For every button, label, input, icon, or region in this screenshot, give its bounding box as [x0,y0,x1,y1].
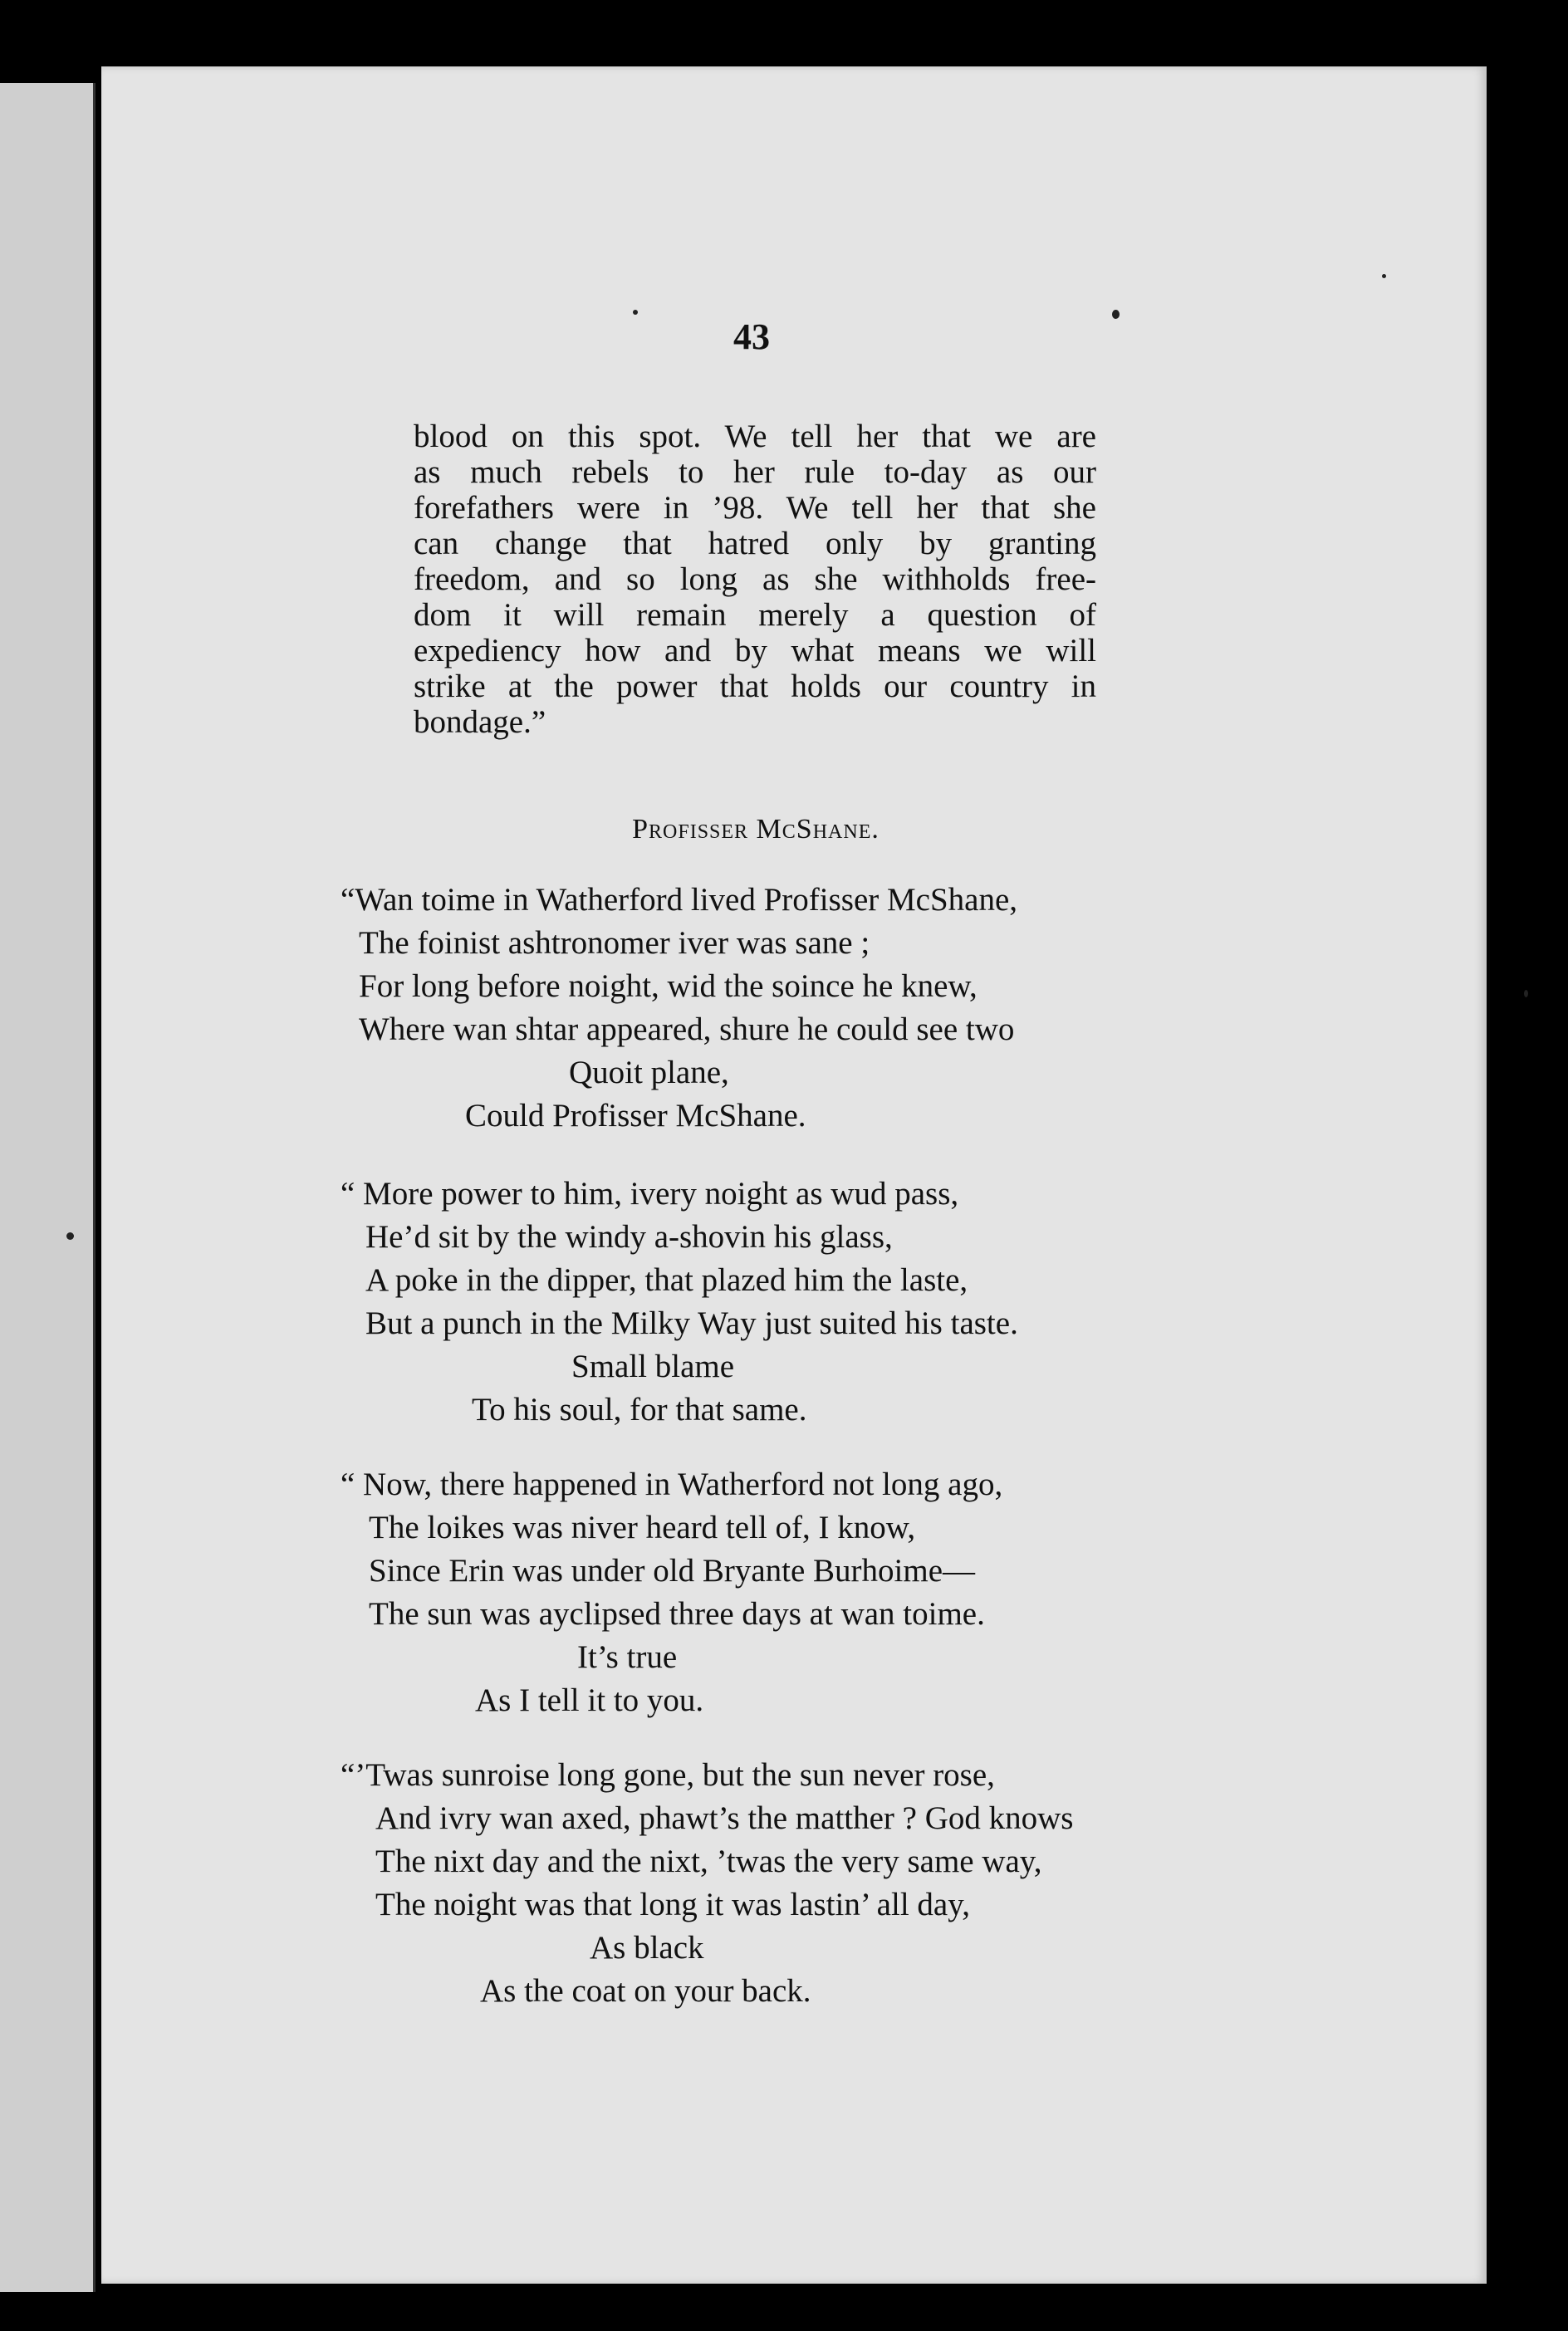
verse-refrain: To his soul, for that same. [472,1392,807,1427]
speck-mark [66,1232,74,1240]
poem-stanza [341,1463,1568,1722]
verse-line: Since Erin was under old Bryante Burhoime— [369,1553,976,1589]
verse-refrain: As I tell it to you. [475,1682,704,1718]
verse-refrain: Quoit plane, [569,1055,729,1090]
prose-line: dom it will remain merely a question of [414,597,1096,633]
verse-line: Where wan shtar appeared, shure he could see two [359,1011,1015,1047]
speck-mark [1112,310,1120,319]
prose-line: blood on this spot. We tell her that we are [414,419,1096,454]
prose-line: freedom, and so long as she withholds free- [414,561,1096,597]
poem-stanza [341,1754,1568,2013]
verse-refrain: It’s true [577,1639,678,1675]
verse-refrain: As black [590,1930,704,1966]
verse-line: “ Now, there happened in Watherford not long ago, [341,1467,1003,1502]
verse-line: The nixt day and the nixt, ’twas the very same way, [375,1844,1042,1879]
prose-line: forefathers were in ’98. We tell her that she [414,490,1096,526]
verse-refrain: Could Profisser McShane. [465,1098,806,1134]
verse-line: “Wan toime in Watherford lived Profisser McShane, [341,882,1018,918]
prose-line: bondage.” [414,704,546,740]
verse-line: A poke in the dipper, that plazed him the laste, [365,1262,968,1298]
verse-line: The loikes was niver heard tell of, I know, [369,1510,916,1545]
prose-line: as much rebels to her rule to-day as our [414,454,1096,490]
speck-mark [633,310,638,315]
previous-page-edge [0,83,96,2292]
page-number: 43 [733,316,770,357]
speck-mark [1382,274,1386,278]
verse-line: The sun was ayclipsed three days at wan toime. [369,1596,985,1632]
verse-line: The foinist ashtronomer iver was sane ; [359,925,870,961]
prose-paragraph [414,419,1096,740]
poem-title: Profisser McShane. [632,814,880,845]
speck-mark [1524,990,1528,997]
verse-line: And ivry wan axed, phawt’s the matther ? God knows [375,1800,1074,1836]
verse-line: He’d sit by the windy a-shovin his glass, [365,1219,893,1255]
verse-refrain: As the coat on your back. [480,1973,811,2009]
verse-line: “ More power to him, ivery noight as wud pass, [341,1176,959,1212]
poem-stanza [341,1173,1568,1432]
verse-refrain: Small blame [571,1349,735,1384]
prose-line: expediency how and by what means we will [414,633,1096,668]
verse-line: “’Twas sunroise long gone, but the sun never rose, [341,1757,995,1793]
poem-stanza [341,879,1568,1138]
verse-line: The noight was that long it was lastin’ all day, [375,1887,970,1922]
prose-line: strike at the power that holds our country in [414,668,1096,704]
verse-line: But a punch in the Milky Way just suited his taste. [365,1305,1018,1341]
verse-line: For long before noight, wid the soince he knew, [359,968,978,1004]
prose-line: can change that hatred only by granting [414,526,1096,561]
